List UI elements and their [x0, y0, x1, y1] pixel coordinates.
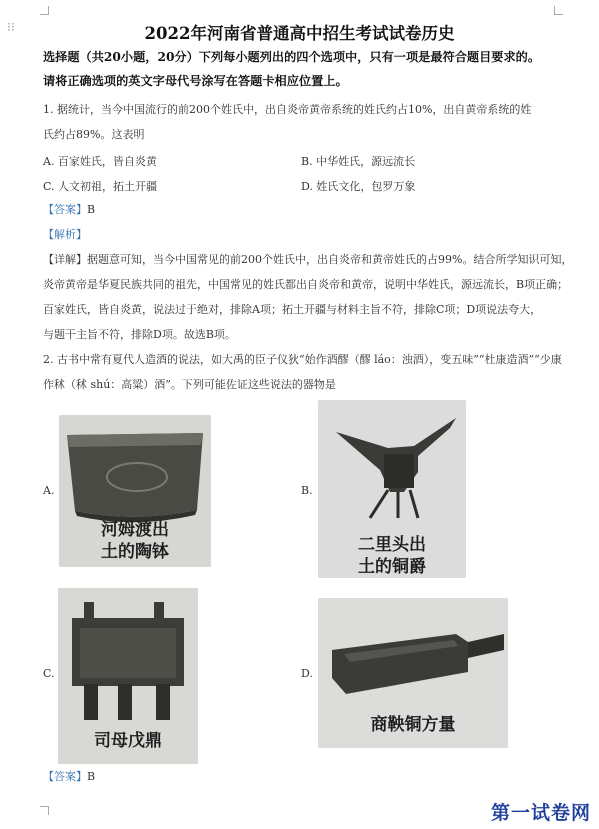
q1-detail-line-1: 【详解】据题意可知，当今中国常见的前200个姓氏中，出自炎帝和黄帝姓氏的占99%。结合所学知识可知， — [43, 253, 573, 266]
q2-option-d-image — [318, 598, 508, 748]
q2-stem-line-2: 作秫（秫 shú：高粱）酒”。下列可能佐证这些说法的器物是 — [43, 378, 336, 391]
crop-mark-bottom-left — [40, 806, 49, 815]
q1-analysis-label: 【解析】 — [43, 228, 87, 241]
q2-option-a-image — [59, 415, 211, 567]
q2-option-d-caption-line-1: 商鞅铜方量 — [370, 715, 456, 735]
q2-option-b-caption-line-2: 土的铜爵 — [358, 557, 426, 577]
q2-option-c-caption-line-1: 司母戊鼎 — [94, 731, 162, 751]
q2-option-d-letter: D. — [301, 667, 313, 680]
q2-option-b-image — [318, 400, 466, 578]
q1-option-c: C. 人文初祖，拓土开疆 — [43, 180, 158, 193]
q2-option-a-caption-line-1: 河姆渡出 — [101, 520, 169, 540]
q1-option-a: A. 百家姓氏，皆自炎黄 — [43, 155, 157, 168]
q1-option-b: B. 中华姓氏，源远流长 — [301, 155, 416, 168]
answer-label: 【答案】 — [43, 203, 87, 216]
answer-value: B — [87, 770, 96, 783]
q2-option-a-caption-line-2: 土的陶钵 — [101, 542, 169, 562]
drag-handle-icon[interactable]: ⁝⁝ — [7, 20, 15, 34]
q2-answer — [43, 770, 95, 784]
answer-value: B — [87, 203, 96, 216]
q1-stem-line-2: 氏约占89%。这表明 — [43, 128, 145, 141]
q2-option-c-letter: C. — [43, 667, 55, 680]
q1-detail-line-3: 百家姓氏，皆自炎黄，说法过于绝对，排除A项；拓土开疆与材料主旨不符，排除C项；D项说法夸大， — [43, 303, 542, 316]
page-title: 2022年河南省普通高中招生考试试卷历史 — [144, 24, 455, 43]
q1-detail-line-4: 与题干主旨不符，排除D项。故选B项。 — [43, 328, 236, 341]
q2-option-b-caption-line-1: 二里头出 — [358, 535, 426, 555]
q1-answer — [43, 203, 95, 217]
q2-option-c-image — [58, 588, 198, 764]
q1-option-d: D. 姓氏文化，包罗万象 — [301, 180, 416, 193]
q2-stem-line-1: 2. 古书中常有夏代人造酒的说法，如大禹的臣子仪狄“始作酒醪（醪 láo：浊酒），变五味”“杜康造酒”“少康 — [43, 353, 562, 366]
q1-stem-line-1: 1. 据统计，当今中国流行的前200个姓氏中，出自炎帝黄帝系统的姓氏约占10%，出自黄帝系统的姓 — [43, 103, 532, 116]
q1-detail-line-2: 炎帝黄帝是华夏民族共同的祖先，中国常见的姓氏都出自炎帝和黄帝，说明中华姓氏，源远流长，B项正确； — [43, 278, 569, 291]
instructions-line-1: 选择题（共20小题，20分）下列每小题列出的四个选项中，只有一项是最符合题目要求的。 — [43, 50, 541, 64]
instructions-line-2: 请将正确选项的英文字母代号涂写在答题卡相应位置上。 — [43, 74, 348, 88]
q2-option-b-letter: B. — [301, 484, 313, 497]
crop-mark-top-right — [554, 6, 563, 15]
site-watermark: 第一试卷网 — [490, 802, 591, 824]
answer-label: 【答案】 — [43, 770, 87, 783]
q2-option-a-letter: A. — [43, 484, 55, 497]
crop-mark-top-left — [40, 6, 49, 15]
